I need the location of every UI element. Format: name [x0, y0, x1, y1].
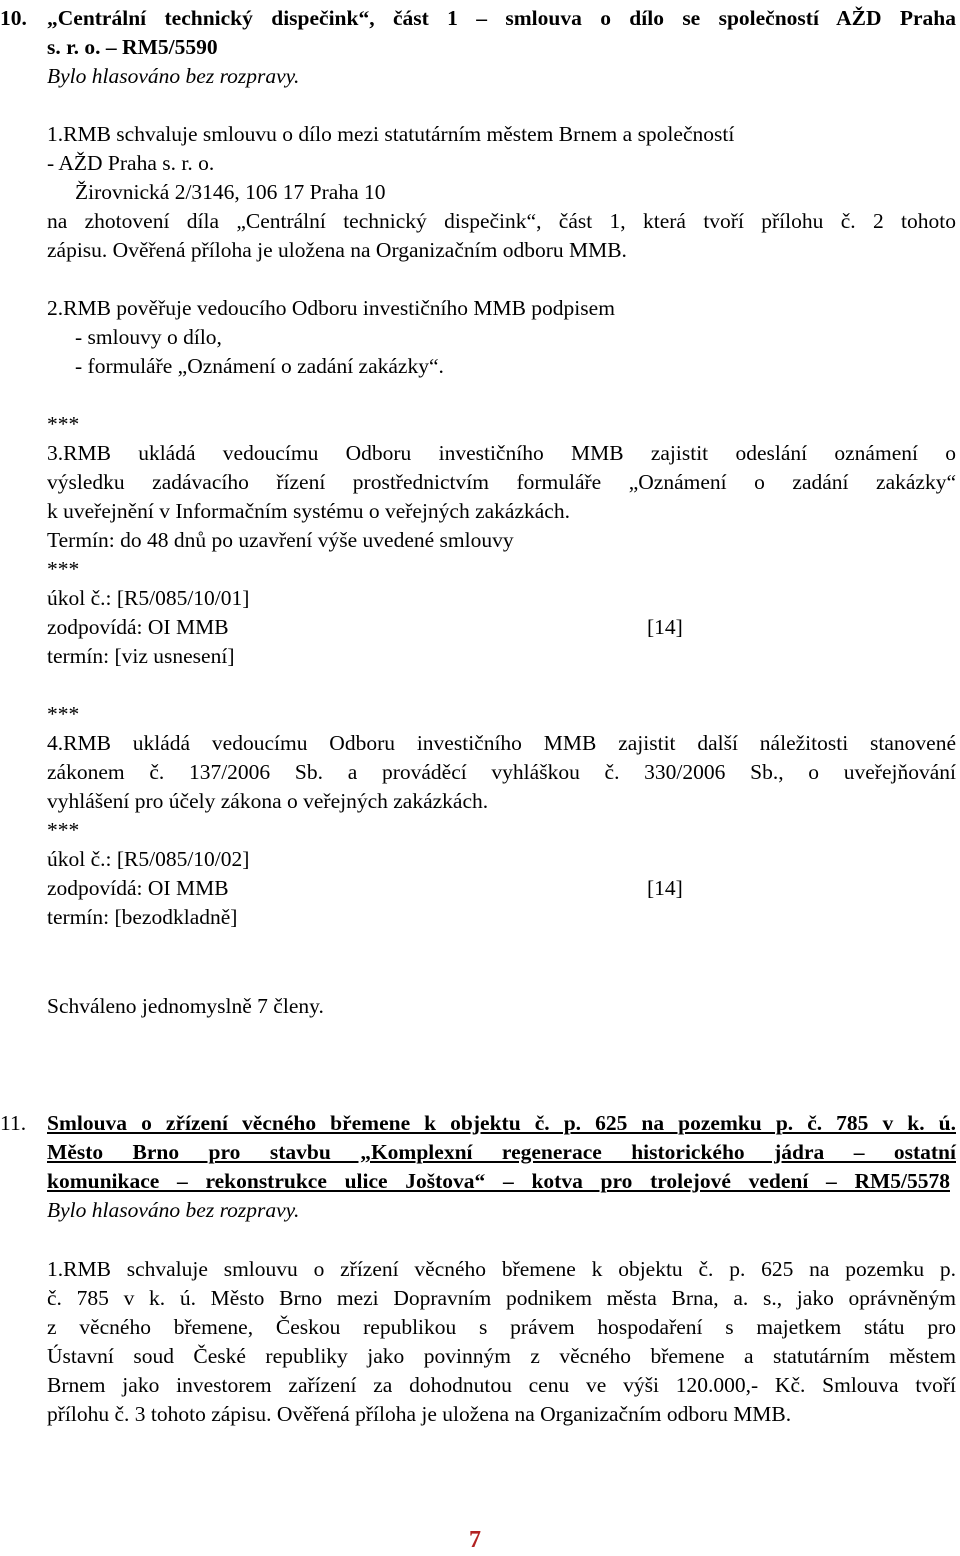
- item10-p1-line4: na zhotovení díla „Centrální technický dispečink“, část 1, která tvoří přílohu č. 2 tohoto: [47, 209, 956, 233]
- item10-p2-line1: 2.RMB pověřuje vedoucího Odboru investičního MMB podpisem: [47, 296, 615, 320]
- separator-stars-2: ***: [47, 557, 80, 581]
- task1-id: úkol č.: [R5/085/10/01]: [47, 586, 250, 610]
- item10-p3-line2: výsledku zadávacího řízení prostřednictvím formuláře „Oznámení o zadání zakázky“: [47, 470, 956, 494]
- item10-p4-line2: zákonem č. 137/2006 Sb. a prováděcí vyhláškou č. 330/2006 Sb., o uveřejňování: [47, 760, 956, 784]
- task2-responsible: zodpovídá: OI MMB: [47, 876, 229, 900]
- item11-title-line2: Město Brno pro stavbu „Komplexní regenerace historického jádra – ostatní: [47, 1140, 956, 1164]
- item11-title-line3: komunikace – rekonstrukce ulice Joštova“ – kotva pro trolejové vedení – RM5/5578: [47, 1169, 950, 1193]
- item10-p3-line4: Termín: do 48 dnů po uzavření výše uvedené smlouvy: [47, 528, 514, 552]
- page-number: 7: [469, 1527, 481, 1553]
- item11-p1-line5: Brnem jako investorem zařízení za dohodnutou cenu ve výši 120.000,- Kč. Smlouva tvoří: [47, 1373, 956, 1397]
- item10-p1-line5: zápisu. Ověřená příloha je uložena na Organizačním odboru MMB.: [47, 238, 627, 262]
- item11-p1-line4: Ústavní soud České republiky jako povinným z věcného břemene a statutárním městem: [47, 1344, 956, 1368]
- item10-title-line2: s. r. o. – RM5/5590: [47, 35, 218, 59]
- separator-stars-4: ***: [47, 818, 80, 842]
- item10-p4-line3: vyhlášení pro účely zákona o veřejných zakázkách.: [47, 789, 489, 813]
- item10-title-line1: „Centrální technický dispečink“, část 1 – smlouva o dílo se společností AŽD Praha: [47, 6, 956, 30]
- item10-p1-line1: 1.RMB schvaluje smlouvu o dílo mezi statutárním městem Brnem a společností: [47, 122, 735, 146]
- item11-p1-line3: z věcného břemene, Českou republikou s právem hospodaření s majetkem státu pro: [47, 1315, 956, 1339]
- task1-code: [14]: [647, 615, 683, 639]
- item11-p1-line2: č. 785 v k. ú. Město Brno mezi Dopravním podnikem města Brna, a. s., jako oprávněným: [47, 1286, 956, 1310]
- item10-p2-line2: - smlouvy o dílo,: [75, 325, 222, 349]
- item11-vote-note: Bylo hlasováno bez rozpravy.: [47, 1198, 300, 1222]
- item10-number: 10.: [0, 6, 27, 30]
- item11-number: 11.: [0, 1111, 27, 1135]
- item10-p1-line2: - AŽD Praha s. r. o.: [47, 151, 215, 175]
- item11-p1-line1: 1.RMB schvaluje smlouvu o zřízení věcného břemene k objektu č. p. 625 na pozemku p.: [47, 1257, 956, 1281]
- item11-title-line1: Smlouva o zřízení věcného břemene k objektu č. p. 625 na pozemku p. č. 785 v k. ú.: [47, 1111, 956, 1135]
- task1-responsible: zodpovídá: OI MMB: [47, 615, 229, 639]
- item10-approved: Schváleno jednomyslně 7 členy.: [47, 994, 324, 1018]
- item10-p1-line3: Žirovnická 2/3146, 106 17 Praha 10: [75, 180, 386, 204]
- task2-term: termín: [bezodkladně]: [47, 905, 238, 929]
- item10-p2-line3: - formuláře „Oznámení o zadání zakázky“.: [75, 354, 444, 378]
- task2-id: úkol č.: [R5/085/10/02]: [47, 847, 250, 871]
- separator-stars-3: ***: [47, 702, 80, 726]
- item10-p3-line1: 3.RMB ukládá vedoucímu Odboru investičního MMB zajistit odeslání oznámení o: [47, 441, 956, 465]
- separator-stars-1: ***: [47, 412, 80, 436]
- task1-term: termín: [viz usnesení]: [47, 644, 235, 668]
- item11-p1-line6: přílohu č. 3 tohoto zápisu. Ověřená příloha je uložena na Organizačním odboru MMB.: [47, 1402, 792, 1426]
- item10-p3-line3: k uveřejnění v Informačním systému o veřejných zakázkách.: [47, 499, 570, 523]
- task2-code: [14]: [647, 876, 683, 900]
- item10-vote-note: Bylo hlasováno bez rozpravy.: [47, 64, 300, 88]
- item10-p4-line1: 4.RMB ukládá vedoucímu Odboru investičního MMB zajistit další náležitosti stanovené: [47, 731, 956, 755]
